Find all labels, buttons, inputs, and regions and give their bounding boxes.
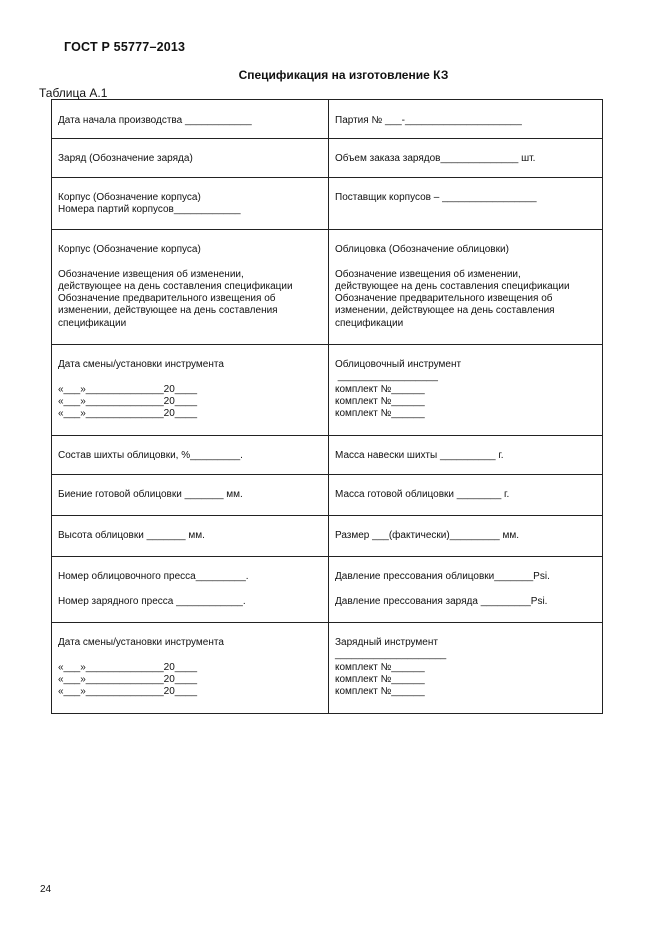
table-cell (52, 516, 329, 557)
table-cell (329, 516, 603, 557)
cell-text: Масса навески шихты __________ г. (335, 450, 504, 461)
cell-text: Облицовочный инструмент __________________ комплект №______ комплект №______ комплект №______ (335, 359, 462, 420)
table-cell (52, 139, 329, 178)
cell-text: Дата смены/установки инструмента «___»______________20____ «___»______________20____ «___»______________20____ (58, 637, 224, 698)
table-cell (52, 623, 329, 714)
cell-text: Заряд (Обозначение заряда) (58, 153, 193, 164)
table-row (52, 436, 603, 475)
cell-text: Давление прессования облицовки_______Psi. Давление прессования заряда _________Psi. (335, 571, 550, 607)
cell-text: Корпус (Обозначение корпуса) Обозначение извещения об изменении, действующее на день составления спецификации Обозначение предварительного извещения об изменении, действующее на день составления спецификации (58, 244, 293, 329)
table-cell (329, 475, 603, 516)
table-cell (329, 139, 603, 178)
cell-text: Биение готовой облицовки _______ мм. (58, 489, 243, 500)
table-cell (329, 436, 603, 475)
table-cell (52, 557, 329, 623)
cell-text: Партия № ___-_____________________ (335, 115, 522, 126)
table-row (52, 139, 603, 178)
standard-code: ГОСТ Р 55777–2013 (64, 40, 186, 54)
cell-text: Размер ___(фактически)_________ мм. (335, 530, 520, 541)
cell-text: Объем заказа зарядов______________ шт. (335, 153, 536, 164)
cell-text: Зарядный инструмент ____________________ комплект №______ комплект №______ комплект №______ (335, 637, 447, 698)
table-row (52, 623, 603, 714)
table-row (52, 516, 603, 557)
table-cell (329, 623, 603, 714)
table-row (52, 475, 603, 516)
cell-text: Поставщик корпусов – _________________ (335, 192, 537, 203)
cell-text: Облицовка (Обозначение облицовки) Обозначение извещения об изменении, действующее на день составления спецификации Обозначение предварительного извещения об изменении, действующее на день составления спецификации (335, 244, 570, 329)
table-row (52, 230, 603, 345)
table-row (52, 178, 603, 230)
table-cell (52, 475, 329, 516)
table-cell (52, 345, 329, 436)
table-row (52, 557, 603, 623)
table-cell (329, 557, 603, 623)
table-cell (329, 100, 603, 139)
page-number: 24 (40, 884, 52, 895)
table-cell (52, 436, 329, 475)
table-row (52, 345, 603, 436)
cell-text: Высота облицовки _______ мм. (58, 530, 205, 541)
table-cell (52, 100, 329, 139)
cell-text: Номер облицовочного пресса_________. Номер зарядного пресса ____________. (58, 571, 249, 607)
table-row (52, 100, 603, 139)
table-cell (329, 230, 603, 345)
cell-text: Масса готовой облицовки ________ г. (335, 489, 510, 500)
cell-text: Корпус (Обозначение корпуса) Номера партий корпусов____________ (58, 192, 241, 216)
table-cell (52, 178, 329, 230)
specification-title: Спецификация на изготовление КЗ (238, 68, 449, 82)
table-cell (52, 230, 329, 345)
table-cell (329, 178, 603, 230)
table-cell (329, 345, 603, 436)
cell-text: Дата начала производства ____________ (58, 115, 252, 126)
specification-table (51, 99, 603, 714)
table-label: Таблица А.1 (39, 86, 108, 100)
cell-text: Дата смены/установки инструмента «___»______________20____ «___»______________20____ «___»______________20____ (58, 359, 224, 420)
cell-text: Состав шихты облицовки, %_________. (58, 450, 243, 461)
